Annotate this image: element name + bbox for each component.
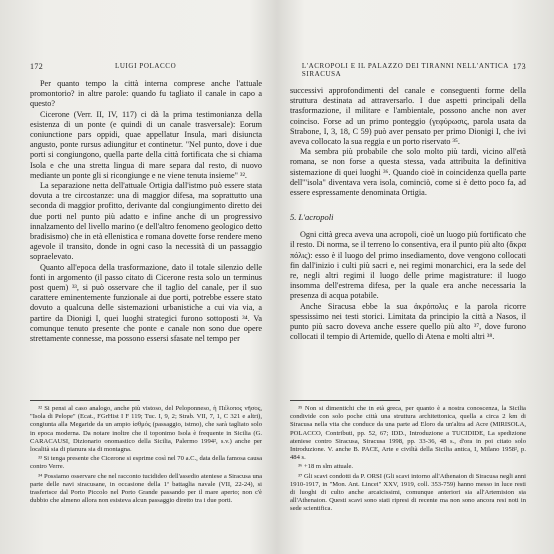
footnote-rule	[290, 400, 400, 401]
left-page-header	[30, 62, 262, 71]
footnotes	[290, 400, 526, 515]
paragraph: successivi approfondimenti del canale e conseguenti forme della struttura destinata ad attraversarlo. I due aspetti principali della trasformazione, il militare e l'ambientale, possono anche non aver coinciso. Forse ad un primo ponteggio (γεφύρωσις, parola usata da Strabone, I, 3, 18, C 59) può aver pensato per primo Dionigi I, che ivi aveva collocato la sua reggia e un porto riservato ³⁵.	[290, 86, 526, 147]
paragraph: Anche Siracusa ebbe la sua ἀκρόπολις e la parola ricorre spessissimo nei testi storici. Limitata da principio la città a Nasos, il punto più sacro doveva anche essere quello più alto ³⁷, dove furono collocati il tempio di Artemide, quello di Atena e molti altri ³⁸.	[290, 301, 526, 342]
right-page	[290, 62, 526, 542]
paragraph: Quanto all'epoca della trasformazione, dato il totale silenzio delle fonti in argomento (il passo citato di Cicerone resta solo un terminus post quem) ³³, si può osservare che il taglio del canale, per il suo carattere eminentemente funzionale ai due porti, potrebbe essere stato dovuto a qualcuna delle sistemazioni urbanistiche a cui via via, a partire da Dionigi I, quei luoghi strategici furono sottoposti ³⁴. Va comunque tenuto presente che ponte e canale non sono due opere strettamente connesse, ma possono essersi sfasate nel tempo per	[30, 262, 262, 344]
paragraph: La separazione netta dell'attuale Ortigia dall'istmo può essere stata dovuta a tre circostanze: una di maggior difesa, ma soprattutto una seconda di maggior profitto, derivante dal congiungimento diretto dei due porti nel punto più adatto e infine anche di un progressivo innalzamento del livello marino (e dell'altro fenomeno geologico detto bradisismo) che in età ellenistica e romana dovette forse rendere meno agevole il transito, donde in ogni caso la necessità di un passaggio sopraelevato.	[30, 181, 262, 262]
footnote: ³⁶ +18 m slm attuale.	[298, 463, 354, 471]
footnote: ³³ Si tenga presente che Cicerone si esprime così nel 70 a.C., data della famosa causa contro Verre.	[30, 455, 262, 471]
footnote: ³⁷ Gli scavi condotti da P. ORSI (Gli scavi intorno all'Athenaion di Siracusa negli anni 1910-1917, in "Mon. Ant. Lincei" XXV, 1919, coll. 353-759) hanno messo in luce resti di luoghi di culto anche arcaicissimi, comunque anteriori sia all'Artemision sia all'Athenaion. Questi scavi sono stati ripresi di recente ma non sono ancora resi noti in sede scientifica.	[290, 472, 526, 513]
paragraph: Per quanto tempo la città interna comprese anche l'attuale promontorio? in altre parole: quando fu tagliato il canale in capo a questo?	[30, 79, 262, 109]
footnotes	[30, 400, 262, 506]
right-page-header	[290, 62, 526, 78]
left-page	[30, 62, 262, 542]
right-page-body	[290, 86, 526, 342]
footnote-rule	[30, 400, 140, 401]
paragraph: Cicerone (Verr. II, IV, 117) ci dà la prima testimonianza della esistenza di un ponte (e quindi di un canale trasversale): Eorum coniunctione pars oppidi, quae appellatur Insula, mari disiuncta angusto, ponte rursus adiungitur et continetur. "Nel punto, dove i due porti si congiungono, quella parte della città fortificata che si chiama Isola e che una stretta lingua di mare separa dal resto, di nuovo mediante un ponte gli si ricongiunge e ne viene tenuta insieme" ³².	[30, 109, 262, 180]
running-head: L'ACROPOLI E IL PALAZZO DEI TIRANNI NELL'ANTICA SIRACUSA	[301, 62, 509, 78]
paragraph: Ogni città greca aveva una acropoli, cioè un luogo più fortificato che il resto. Di norma, se il terreno lo consentiva, era il punto più alto (ἄκρα πόλις): esso è il luogo del primo insediamento, dove vengono collocati fin dall'inizio i culti più sacri e, nei regimi monarchici, era la sede del re, negli altri regimi il luogo delle prime magistrature: il luogo insomma dell'estrema difesa, per la quale era anche necessaria la presenza di acqua potabile.	[290, 230, 526, 301]
page-number: 173	[512, 62, 526, 71]
running-head: LUIGI POLACCO	[114, 62, 177, 70]
section-heading: 5. L'acropoli	[290, 212, 334, 223]
footnote: ³⁴ Possiamo osservare che nel racconto tucidideo dell'assedio ateniese a Siracusa una parte delle navi siracusane, in occasione della 1ª battaglia navale (VII, 22-24), si trasferisce dal Porto Piccolo nel Porto Grande passando per il mare aperto; non c'è dubbio che almeno allora non esisteva alcun passaggio diretto tra i due porti.	[30, 472, 262, 505]
paragraph: Ma sembra più probabile che solo molto più tardi, vicino all'età romana, se non forse a questa stessa, vada attribuita la definitiva sistemazione di quei luoghi ³⁶. Quando cioè in coincidenza quella parte dell'"isola" diventava vera isola, cominciò, come si è detto poco fa, ad essere espressamente denominata Ortigia.	[290, 147, 526, 198]
footnote: ³⁵ Non si dimentichi che in età greca, per quanto è a nostra conoscenza, la Sicilia condivide con solo poche città una struttura architettonica, quella a circa 2 km di Siracusa nella vita che conduce da una parte ad Eloro da un'altra ad Acre (MIRISOLA, POLACCO, Contributi, pp. 52, 67; IDD., Introduzione a TUCIDIDE, La spedizione ateniese contro Siracusa, Siracusa 1998, pp. 33-36, 48 s., d'ora in poi citato solo Introduzione. V. anche B. PACE, Arte e civiltà della Sicilia antica, I, Milano 1958², p. 484 s.	[290, 405, 526, 462]
footnote: ³² Si pensi al caso analogo, anche più vistoso, del Peloponneso, ἡ Πέλοπος νῆσος, "Isola di Pelope" (Ecat., FGrHist I F 119; Tuc. I, 9, 2; Strab. VII, 7, 1, C 321 e altri), congiunta alla Megaride da un ampio ἰσθμός (passaggio, istmo), che sarà tagliato solo in epoca moderna. Da notare inoltre che il toponimo Isola è frequente in Sicilia (G. CARACAUSI, Dizionario onomastico della Sicilia, Palermo 1994², s.v.) anche per località sia di pianura sia di montagna.	[30, 405, 262, 454]
left-page-body	[30, 79, 262, 344]
page-number: 172	[30, 62, 44, 71]
